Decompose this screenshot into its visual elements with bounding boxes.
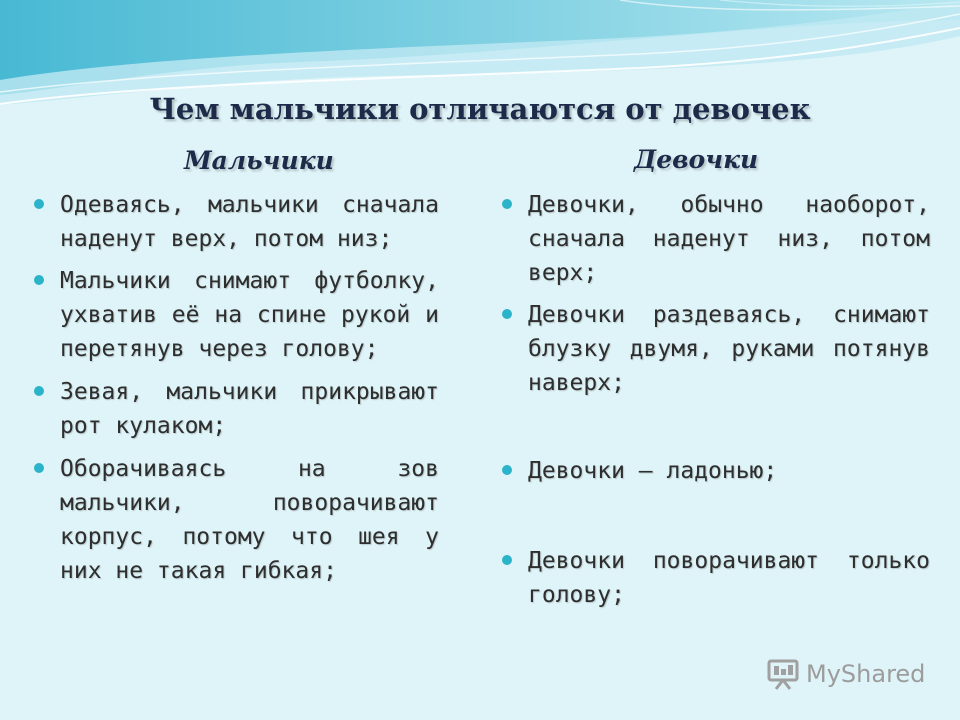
slide-title: Чем мальчики отличаются от девочек: [149, 92, 811, 126]
column-heading-boys: Мальчики: [184, 146, 334, 175]
column-heading-girls: Девочки: [634, 145, 759, 174]
list-item: Оборачиваясь на зов мальчики, поворачивают корпус, потому что шея у них не такая гибкая;: [34, 452, 439, 588]
girls-list: [502, 188, 930, 612]
list-item: Одеваясь, мальчики сначала наденут верх, потом низ;: [34, 188, 439, 256]
list-item: Девочки – ладонью;: [502, 454, 930, 488]
list-item: Девочки раздеваясь, снимают блузку двумя, руками потянув наверх;: [502, 298, 930, 400]
watermark-text: MyShared: [806, 660, 926, 688]
list-item: Мальчики снимают футболку, ухватив её на спине рукой и перетянув через голову;: [34, 264, 439, 366]
list-item: Девочки, обычно наоборот, сначала наденут низ, потом верх;: [502, 188, 930, 290]
list-item: Зевая, мальчики прикрывают рот кулаком;: [34, 375, 439, 443]
presentation-board-icon: [766, 658, 800, 690]
myshared-watermark: [766, 658, 925, 690]
list-item: Девочки поворачивают только голову;: [502, 544, 930, 612]
boys-list: [34, 188, 439, 588]
